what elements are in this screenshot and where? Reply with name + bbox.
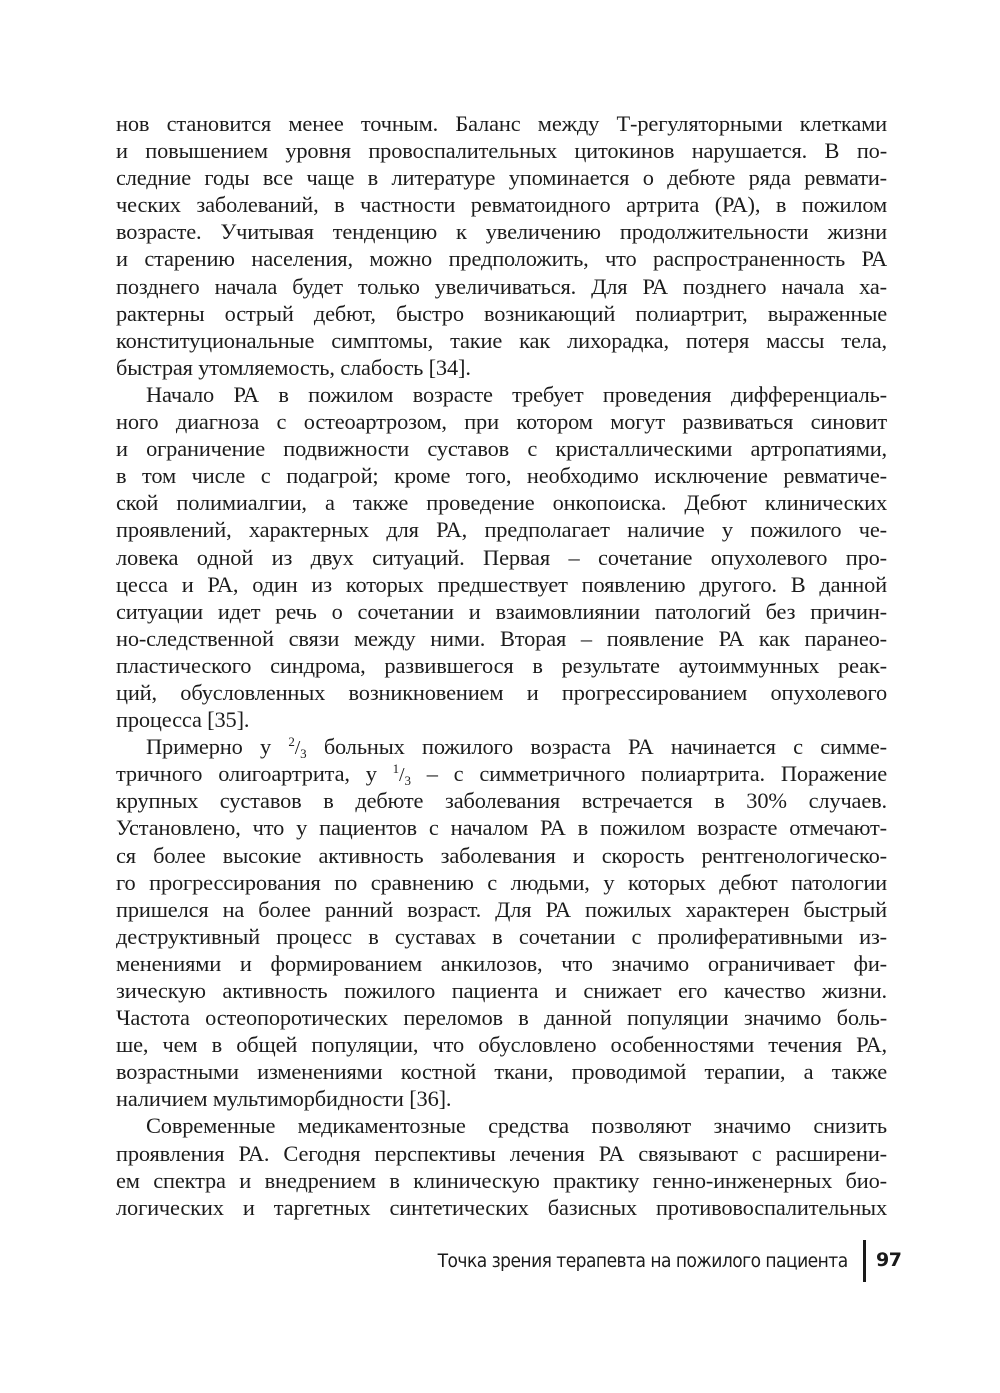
fraction-slash: /: [294, 737, 301, 760]
fraction-numerator: 2: [288, 734, 295, 750]
text-line: но-следственной связи между ними. Вторая – появление РА как паранео-: [116, 625, 887, 651]
text-line-with-fraction: [116, 733, 887, 760]
text-line: логических и таргетных синтетических базисных противовоспалительных: [116, 1194, 887, 1220]
page-footer: [0, 1236, 1000, 1286]
text-fragment: больных пожилого возраста РА начинается с симме-: [306, 734, 887, 760]
text-line: Установлено, что у пациентов с началом РА в пожилом возрасте отмечают-: [116, 815, 887, 841]
text-line: цесса и РА, один из которых предшествует появлению другого. В данной: [116, 571, 887, 597]
fraction-denominator: 3: [300, 746, 307, 762]
text-line-with-fraction: [116, 760, 887, 787]
text-line: нов становится менее точным. Баланс между Т-регуляторными клетками: [116, 111, 887, 136]
text-line: деструктивный процесс в суставах в сочетании с пролиферативными из-: [116, 923, 887, 949]
text-line: крупных суставов в дебюте заболевания встречается в 30% случаев.: [116, 788, 887, 814]
page-number: 97: [876, 1249, 902, 1271]
text-line: ской полимиалгии, а также проведение онкопоиска. Дебют клинических: [116, 490, 887, 516]
paragraph-3: [116, 733, 887, 1112]
text-line: Частота остеопоротических переломов в данной популяции значимо боль-: [116, 1005, 887, 1031]
text-line: Современные медикаментозные средства позволяют значимо снизить: [146, 1113, 887, 1139]
paragraph-1: [116, 110, 887, 381]
text-line: позднего начала будет только увеличиваться. Для РА позднего начала ха-: [116, 273, 887, 299]
text-line: проявлений, характерных для РА, предполагает наличие у пожилого че-: [116, 517, 887, 543]
text-line: ловека одной из двух ситуаций. Первая – сочетание опухолевого про-: [116, 544, 887, 570]
text-line: го прогрессирования по сравнению с людьми, у которых дебют патологии: [116, 869, 887, 895]
text-line: ческих заболеваний, в частности ревматоидного артрита (РА), в пожилом: [116, 192, 887, 218]
paragraph-4: [116, 1112, 887, 1220]
text-line: возрастными изменениями костной ткани, проводимой терапии, а также: [116, 1059, 887, 1085]
text-line: проявления РА. Сегодня перспективы лечения РА связывают с расширени-: [116, 1140, 887, 1166]
fraction-two-thirds: [288, 734, 307, 762]
text-line: менениями и формированием анкилозов, что значимо ограничивает фи-: [116, 950, 887, 976]
footer-divider: [863, 1240, 866, 1282]
paragraph-2: [116, 381, 887, 733]
text-line: и старению населения, можно предположить, что распространенность РА: [116, 246, 887, 272]
text-line: ций, обусловленных возникновением и прогрессированием опухолевого: [116, 679, 887, 705]
body-text: [116, 110, 887, 1221]
fraction-slash: /: [399, 764, 405, 787]
text-line: ем спектра и внедрением в клиническую практику генно-инженерных био-: [116, 1167, 887, 1193]
text-line: пришелся на более ранний возраст. Для РА пожилых характерен быстрый: [116, 896, 887, 922]
fraction-denominator: 3: [404, 773, 411, 789]
text-line: быстрая утомляемость, слабость [34].: [116, 354, 471, 380]
text-fragment: тричного олигоартрита, у: [116, 761, 393, 787]
text-line: ше, чем в общей популяции, что обусловлено особенностями течения РА,: [116, 1032, 887, 1058]
text-line: следние годы все чаще в литературе упоминается о дебюте ряда ревмати-: [116, 165, 887, 191]
text-fragment: Примерно у: [146, 734, 289, 760]
text-line: ся более высокие активность заболевания и скорость рентгенологическо-: [116, 842, 887, 868]
text-line: в том числе с подагрой; кроме того, необходимо исключение ревматиче-: [116, 463, 887, 489]
text-line: пластического синдрома, развившегося в результате аутоиммунных реак-: [116, 652, 887, 678]
text-line: ситуации идет речь о сочетании и взаимовлиянии патологий без причин-: [116, 598, 887, 624]
running-title: Точка зрения терапевта на пожилого пациента: [437, 1250, 848, 1272]
fraction-one-third: [392, 761, 411, 789]
text-line: процесса [35].: [116, 707, 250, 733]
text-line: наличием мультиморбидности [36].: [116, 1086, 452, 1112]
text-line: конституциональные симптомы, такие как лихорадка, потеря массы тела,: [116, 327, 887, 353]
fraction-numerator: 1: [392, 761, 400, 777]
text-fragment: – с симметричного полиартрита. Поражение: [410, 761, 888, 787]
text-line: зическую активность пожилого пациента и снижает его качество жизни.: [116, 978, 887, 1003]
text-line: ного диагноза с остеоартрозом, при котором могут развиваться синовит: [116, 409, 887, 435]
text-line: рактерны острый дебют, быстро возникающий полиартрит, выраженные: [116, 300, 887, 326]
text-line: и ограничение подвижности суставов с кристаллическими артропатиями,: [116, 436, 887, 462]
text-line: Начало РА в пожилом возрасте требует проведения дифференциаль-: [146, 381, 887, 407]
text-line: и повышением уровня провоспалительных цитокинов нарушается. В по-: [116, 138, 887, 164]
text-line: возрасте. Учитывая тенденцию к увеличению продолжительности жизни: [116, 219, 887, 245]
